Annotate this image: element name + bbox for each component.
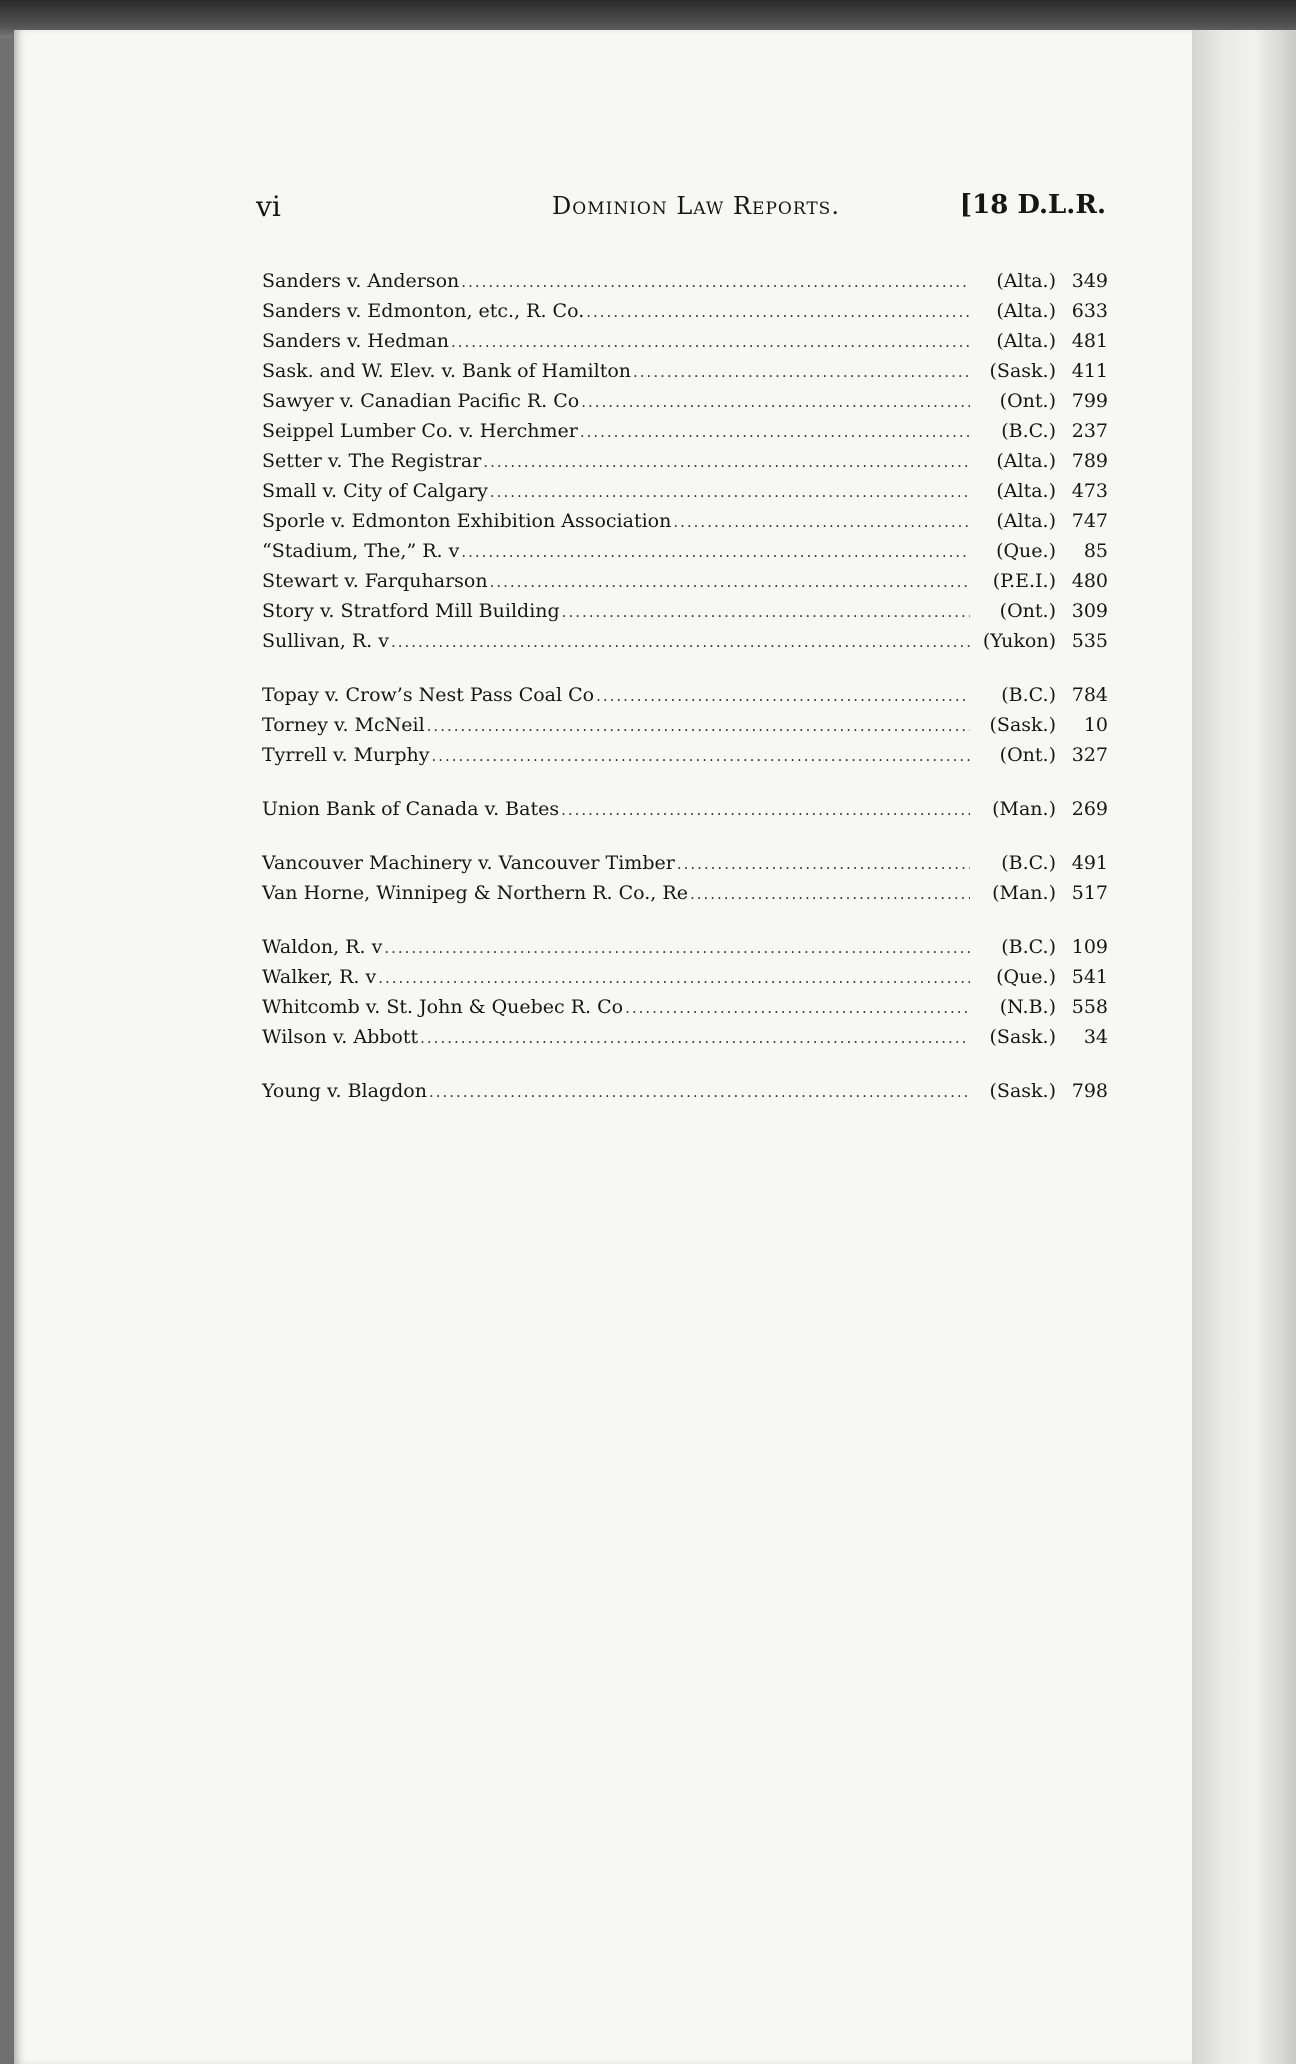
dot-leader	[490, 573, 970, 591]
running-title: Dominion Law Reports.	[552, 192, 840, 220]
case-name: Union Bank of Canada v. Bates	[262, 798, 560, 820]
dot-leader	[581, 393, 970, 411]
case-group	[262, 936, 1108, 1056]
dot-leader	[596, 687, 970, 705]
case-name: Wilson v. Abbott	[262, 1026, 419, 1048]
dot-leader	[391, 633, 970, 651]
case-name: Sask. and W. Elev. v. Bank of Hamilton	[262, 360, 632, 382]
report-page: 491	[1071, 852, 1108, 874]
case-entry	[262, 966, 1108, 996]
case-entry	[262, 480, 1108, 510]
report-page: 480	[1071, 570, 1108, 592]
case-name: Sanders v. Edmonton, etc., R. Co.	[262, 300, 585, 322]
province: (Que.)	[996, 540, 1056, 562]
province: (Sask.)	[989, 1026, 1056, 1048]
province: (Alta.)	[996, 330, 1056, 352]
province: (B.C.)	[1001, 852, 1056, 874]
dot-leader	[580, 423, 970, 441]
province: (Ont.)	[999, 600, 1056, 622]
dot-leader	[633, 363, 970, 381]
province: (B.C.)	[1001, 420, 1056, 442]
page-header	[256, 190, 1106, 230]
dot-leader	[562, 603, 970, 621]
report-page: 798	[1071, 1080, 1108, 1102]
province: (Man.)	[992, 882, 1056, 904]
case-name: Stewart v. Farquharson	[262, 570, 488, 592]
dot-leader	[483, 453, 970, 471]
report-page: 109	[1071, 936, 1108, 958]
case-name: Setter v. The Registrar	[262, 450, 482, 472]
province: (Sask.)	[989, 1080, 1056, 1102]
report-page: 558	[1071, 996, 1108, 1018]
dot-leader	[625, 999, 970, 1017]
report-page: 784	[1071, 684, 1108, 706]
province: (Sask.)	[989, 714, 1056, 736]
dot-leader	[586, 303, 970, 321]
province: (Yukon)	[982, 630, 1056, 652]
report-page: 309	[1071, 600, 1108, 622]
case-entry	[262, 852, 1108, 882]
province: (Alta.)	[996, 270, 1056, 292]
case-name: Story v. Stratford Mill Building	[262, 600, 560, 622]
case-entry	[262, 1080, 1108, 1110]
case-name: Vancouver Machinery v. Vancouver Timber	[262, 852, 675, 874]
report-page: 269	[1071, 798, 1108, 820]
case-name: Sporle v. Edmonton Exhibition Association	[262, 510, 672, 532]
case-entry	[262, 798, 1108, 828]
dot-leader	[690, 885, 970, 903]
dot-leader	[561, 801, 970, 819]
case-entry	[262, 510, 1108, 540]
report-page: 633	[1071, 300, 1108, 322]
case-name: Sanders v. Anderson	[262, 270, 460, 292]
dot-leader	[461, 543, 970, 561]
province: (Que.)	[996, 966, 1056, 988]
case-group	[262, 798, 1108, 828]
province: (Alta.)	[996, 450, 1056, 472]
case-name: Sullivan, R. v	[262, 630, 389, 652]
province: (Alta.)	[996, 510, 1056, 532]
report-page: 747	[1071, 510, 1108, 532]
dot-leader	[461, 273, 970, 291]
case-entry	[262, 330, 1108, 360]
page-number: vi	[256, 190, 281, 223]
dot-leader	[451, 333, 970, 351]
dot-leader	[429, 1083, 970, 1101]
province: (Alta.)	[996, 300, 1056, 322]
case-group	[262, 684, 1108, 774]
dot-leader	[673, 513, 970, 531]
case-entry	[262, 744, 1108, 774]
province: (Ont.)	[999, 390, 1056, 412]
case-entry	[262, 630, 1108, 660]
case-entry	[262, 540, 1108, 570]
case-group	[262, 1080, 1108, 1110]
case-name: “Stadium, The,” R. v	[262, 540, 460, 562]
case-name: Sawyer v. Canadian Pacific R. Co	[262, 390, 580, 412]
province: (Ont.)	[999, 744, 1056, 766]
dot-leader	[490, 483, 970, 501]
case-entry	[262, 420, 1108, 450]
province: (Alta.)	[996, 480, 1056, 502]
case-name: Young v. Blagdon	[262, 1080, 427, 1102]
case-name: Whitcomb v. St. John & Quebec R. Co	[262, 996, 624, 1018]
case-name: Walker, R. v	[262, 966, 377, 988]
case-group	[262, 270, 1108, 660]
case-name: Waldon, R. v	[262, 936, 383, 958]
report-page: 327	[1071, 744, 1108, 766]
table-of-cases	[262, 270, 1108, 1134]
volume-reference: [18 D.L.R.	[959, 190, 1106, 220]
case-entry	[262, 600, 1108, 630]
case-entry	[262, 1026, 1108, 1056]
report-page: 517	[1071, 882, 1108, 904]
report-page: 34	[1083, 1026, 1108, 1048]
report-page: 411	[1071, 360, 1108, 382]
report-page: 473	[1071, 480, 1108, 502]
case-entry	[262, 996, 1108, 1026]
case-name: Sanders v. Hedman	[262, 330, 449, 352]
report-page: 481	[1071, 330, 1108, 352]
report-page: 541	[1071, 966, 1108, 988]
case-entry	[262, 882, 1108, 912]
province: (Man.)	[992, 798, 1056, 820]
case-name: Topay v. Crow’s Nest Pass Coal Co	[262, 684, 595, 706]
case-entry	[262, 390, 1108, 420]
case-group	[262, 852, 1108, 912]
report-page: 799	[1071, 390, 1108, 412]
case-name: Small v. City of Calgary	[262, 480, 488, 502]
dot-leader	[420, 1029, 970, 1047]
province: (P.E.I.)	[992, 570, 1056, 592]
case-entry	[262, 270, 1108, 300]
case-entry	[262, 360, 1108, 390]
case-entry	[262, 714, 1108, 744]
case-entry	[262, 684, 1108, 714]
report-page: 349	[1071, 270, 1108, 292]
dot-leader	[431, 747, 970, 765]
case-entry	[262, 300, 1108, 330]
province: (B.C.)	[1001, 936, 1056, 958]
report-page: 789	[1071, 450, 1108, 472]
dot-leader	[427, 717, 970, 735]
report-page: 237	[1071, 420, 1108, 442]
report-page: 85	[1083, 540, 1108, 562]
case-name: Torney v. McNeil	[262, 714, 425, 736]
province: (N.B.)	[999, 996, 1056, 1018]
province: (B.C.)	[1001, 684, 1056, 706]
report-page: 535	[1071, 630, 1108, 652]
case-entry	[262, 936, 1108, 966]
dot-leader	[384, 939, 970, 957]
report-page: 10	[1083, 714, 1108, 736]
case-entry	[262, 570, 1108, 600]
facing-page-edge	[1192, 30, 1296, 2064]
province: (Sask.)	[989, 360, 1056, 382]
case-name: Van Horne, Winnipeg & Northern R. Co., Re	[262, 882, 688, 904]
case-entry	[262, 450, 1108, 480]
case-name: Seippel Lumber Co. v. Herchmer	[262, 420, 578, 442]
case-name: Tyrrell v. Murphy	[262, 744, 430, 766]
dot-leader	[677, 855, 970, 873]
dot-leader	[378, 969, 970, 987]
